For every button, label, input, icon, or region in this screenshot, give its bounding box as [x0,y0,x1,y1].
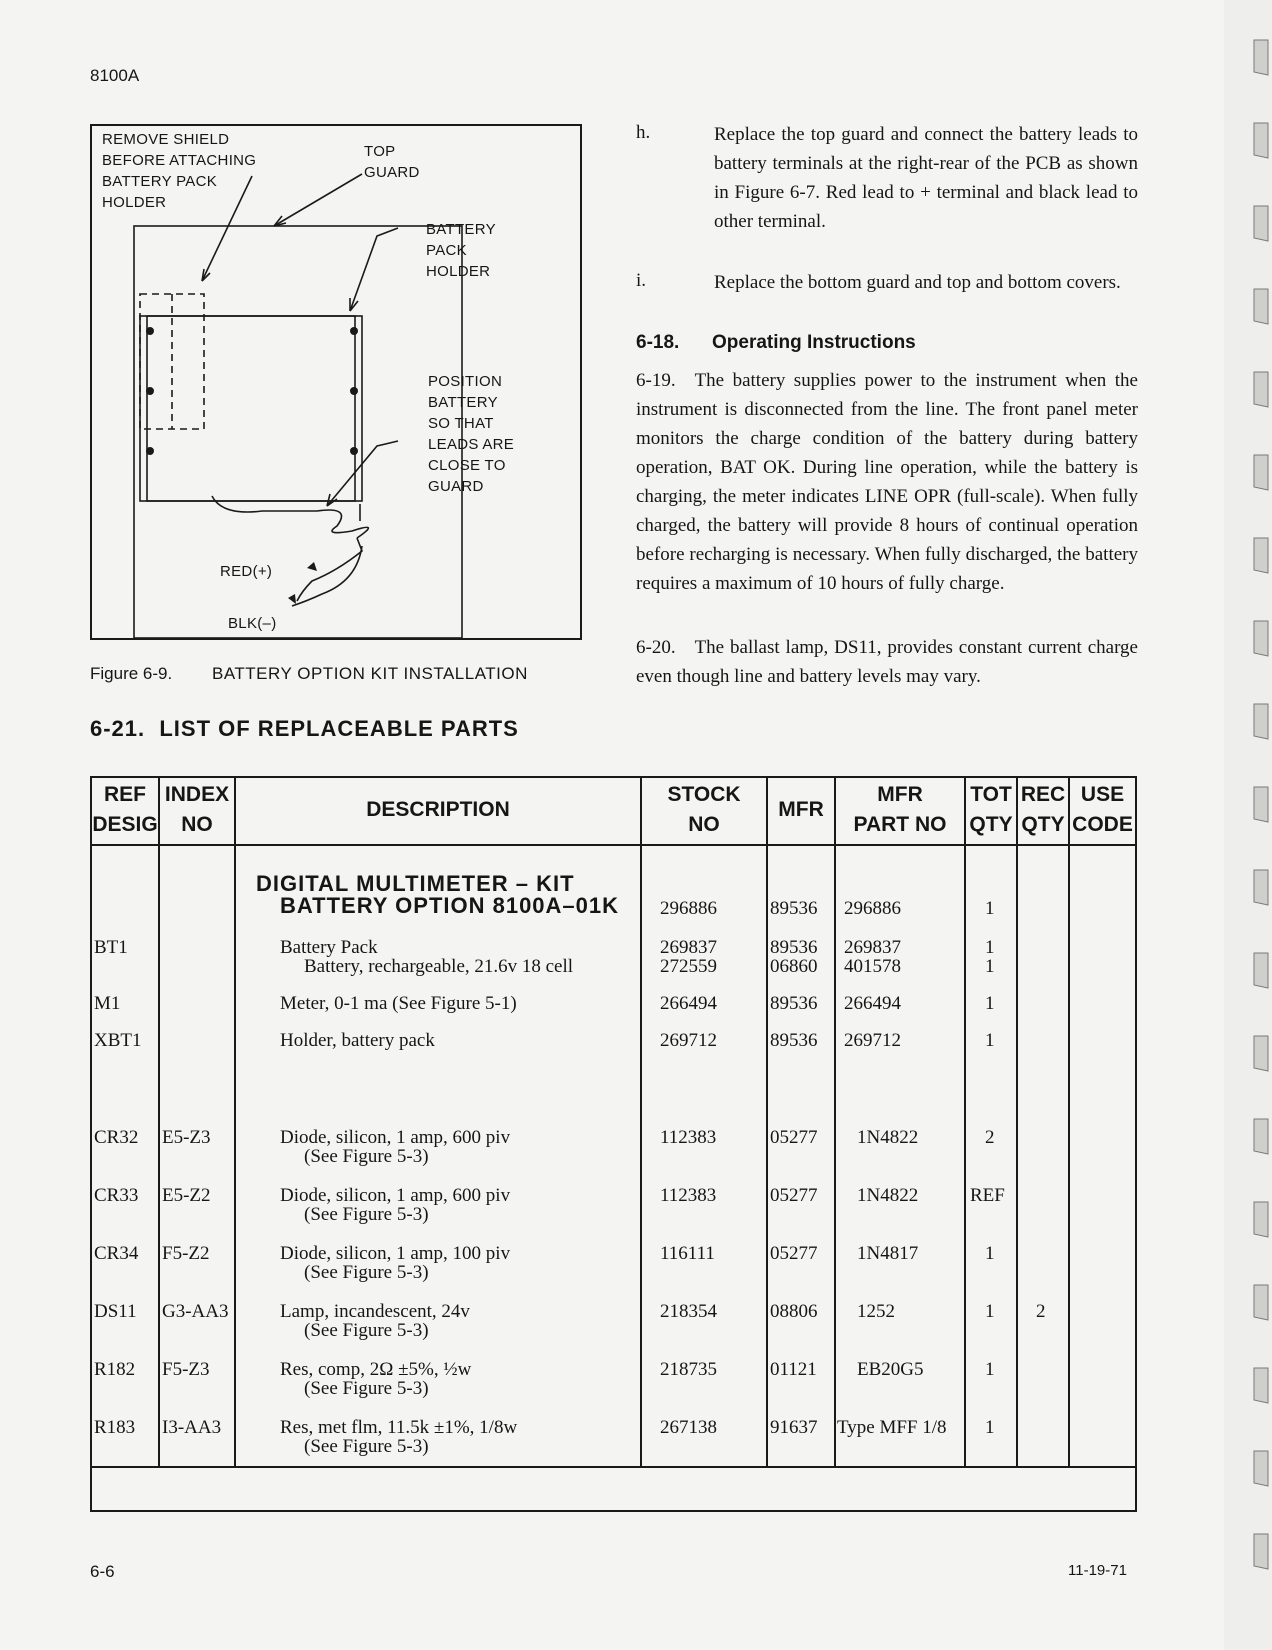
stock-no: 267138 [660,1417,717,1438]
header-stock-no: STOCK NO [667,783,741,836]
tot-qty: 1 [985,956,995,977]
paragraph-6-19: 6-19. The battery supplies power to the instrument when the instrument is disconnected from the line. The front panel meter monitors the charge condition of the battery during battery operation, BAT OK. During line operation, while the battery is charging, the meter indicates LINE OPR (full-scale). When fully charged, the battery will provide 8 hours of continual operation before recharging is necessary. When fully discharged, the battery requires a maximum of 10 hours of fully charge. [636,370,1138,594]
mfr-part-no: Type MFF 1/8 [837,1417,947,1438]
figure-caption-number: Figure 6-9. [90,664,173,683]
description: Battery Pack [280,937,378,958]
rec-qty: 2 [1036,1301,1046,1322]
tot-qty: 1 [985,993,995,1014]
description-ref: (See Figure 5-3) [304,1378,429,1399]
remove-shield-label: REMOVE SHIELD BEFORE ATTACHING BATTERY PACK HOLDER [102,131,257,211]
header-mfr: MFR [778,798,824,821]
kit-mfr: 89536 [770,898,818,919]
ref-desig: DS11 [94,1301,137,1322]
description-ref: (See Figure 5-3) [304,1146,429,1167]
step-i-text: Replace the bottom guard and top and bottom covers. [714,272,1121,293]
mfr: 91637 [770,1417,818,1438]
tot-qty: 1 [985,937,995,958]
stock-no: 218735 [660,1359,717,1380]
header-description: DESCRIPTION [366,798,510,821]
stock-no: 269837 [660,937,717,958]
stock-no: 112383 [660,1127,717,1148]
header-mfr-part-no: MFR PART NO [853,783,947,836]
battery-pack-holder-label: BATTERY PACK HOLDER [426,221,496,280]
mfr: 89536 [770,1030,818,1051]
top-guard-label: TOP GUARD [364,143,420,181]
tot-qty: REF [970,1185,1005,1206]
step-i-letter: i. [636,270,647,291]
index-no: F5-Z3 [162,1359,210,1380]
figure-caption-title: BATTERY OPTION KIT INSTALLATION [212,664,528,683]
header-rec-qty: REC QTY [1020,783,1066,836]
index-no: G3-AA3 [162,1301,229,1322]
stock-no: 266494 [660,993,717,1014]
mfr: 01121 [770,1359,817,1380]
parts-table [90,776,1137,1512]
ref-desig: CR32 [94,1127,139,1148]
mfr: 05277 [770,1127,818,1148]
paragraph-6-20: 6-20. The ballast lamp, DS11, provides constant current charge even though line and battery levels may vary. [636,637,1138,687]
description-ref: (See Figure 5-3) [304,1320,429,1341]
mfr: 05277 [770,1185,818,1206]
page-date: 11-19-71 [1068,1562,1127,1579]
kit-title-line2: BATTERY OPTION 8100A–01K [280,893,620,918]
section-6-21-title: 6-21. LIST OF REPLACEABLE PARTS [90,716,519,741]
mfr: 08806 [770,1301,818,1322]
stock-no: 272559 [660,956,717,977]
figure-6-9 [90,124,582,640]
description: Diode, silicon, 1 amp, 600 piv [280,1127,511,1148]
section-6-18-title: Operating Instructions [712,332,916,353]
mfr: 06860 [770,956,818,977]
description: Diode, silicon, 1 amp, 600 piv [280,1185,511,1206]
ref-desig: R182 [94,1359,136,1380]
description-ref: (See Figure 5-3) [304,1262,429,1283]
mfr-part-no: 266494 [844,993,901,1014]
model-header: 8100A [90,66,140,85]
stock-no: 112383 [660,1185,717,1206]
mfr-part-no: EB20G5 [857,1359,924,1380]
ref-desig: XBT1 [94,1030,142,1051]
tot-qty: 1 [985,1301,995,1322]
red-lead-label: RED(+) [220,563,273,580]
description-ref: (See Figure 5-3) [304,1436,429,1457]
tot-qty: 1 [985,1243,995,1264]
description: Battery, rechargeable, 21.6v 18 cell [304,956,574,977]
mfr-part-no: 1N4817 [857,1243,919,1264]
kit-mfr-part-no: 296886 [844,898,901,919]
section-6-18-number: 6-18. [636,332,680,353]
position-battery-label: POSITION BATTERY SO THAT LEADS ARE CLOSE TO GUARD [428,373,515,495]
index-no: F5-Z2 [162,1243,210,1264]
description: Diode, silicon, 1 amp, 100 piv [280,1243,511,1264]
description: Res, comp, 2Ω ±5%, ½w [280,1359,472,1380]
step-h-text: Replace the top guard and connect the battery leads to battery terminals at the right-rear of the PCB as shown in Figure 6-7. Red lead to + terminal and black lead to other terminal. [714,124,1138,232]
mfr-part-no: 1N4822 [857,1185,919,1206]
description: Res, met flm, 11.5k ±1%, 1/8w [280,1417,518,1438]
description: Holder, battery pack [280,1030,435,1051]
page-number: 6-6 [90,1562,115,1581]
stock-no: 116111 [660,1243,715,1264]
mfr: 05277 [770,1243,818,1264]
mfr-part-no: 269837 [844,937,901,958]
black-lead-label: BLK(–) [228,615,277,632]
tot-qty: 1 [985,1359,995,1380]
mfr-part-no: 269712 [844,1030,901,1051]
stock-no: 218354 [660,1301,717,1322]
ref-desig: M1 [94,993,121,1014]
mfr-part-no: 1N4822 [857,1127,919,1148]
description: Meter, 0-1 ma (See Figure 5-1) [280,993,517,1014]
index-no: E5-Z2 [162,1185,211,1206]
kit-tot-qty: 1 [985,898,995,919]
description: Lamp, incandescent, 24v [280,1301,470,1322]
header-ref-desig: REF DESIG [92,783,158,836]
mfr-part-no: 1252 [857,1301,895,1322]
ref-desig: CR33 [94,1185,139,1206]
stock-no: 269712 [660,1030,717,1051]
tot-qty: 1 [985,1030,995,1051]
description-ref: (See Figure 5-3) [304,1204,429,1225]
index-no: E5-Z3 [162,1127,211,1148]
ref-desig: R183 [94,1417,136,1438]
mfr: 89536 [770,993,818,1014]
tot-qty: 1 [985,1417,995,1438]
index-no: I3-AA3 [162,1417,222,1438]
ref-desig: BT1 [94,937,128,958]
mfr: 89536 [770,937,818,958]
step-h-letter: h. [636,122,651,143]
kit-stock-no: 296886 [660,898,717,919]
mfr-part-no: 401578 [844,956,901,977]
ref-desig: CR34 [94,1243,139,1264]
spiral-binding [1224,0,1272,1650]
header-index-no: INDEX NO [164,783,230,836]
header-tot-qty: TOT QTY [969,783,1013,836]
tot-qty: 2 [985,1127,995,1148]
kit-title-line1: DIGITAL MULTIMETER – KIT [256,871,575,896]
header-use-code: USE CODE [1072,783,1133,836]
